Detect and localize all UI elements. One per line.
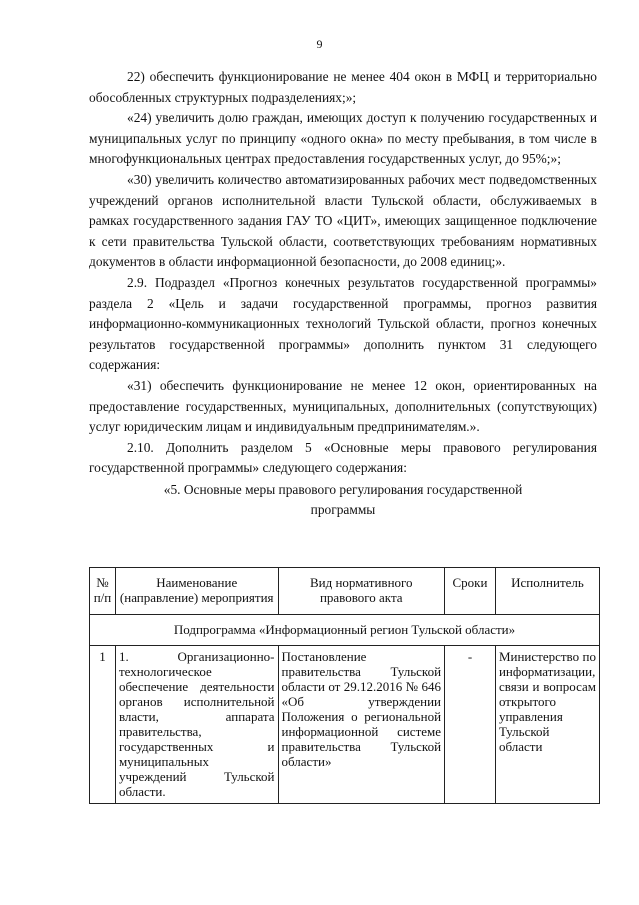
regulation-table bbox=[89, 567, 600, 804]
row-act: Постановление правительства Тульской области от 29.12.2016 № 646 «Об утверждении Положения о региональной информационной системе правительства Тульской области» bbox=[278, 646, 445, 804]
header-num: № п/п bbox=[90, 568, 116, 615]
paragraph-item-31: «31) обеспечить функционирование не менее 12 окон, ориентированных на предоставление государственных, муниципальных, дополнительных (сопутствующих) услуг юридическим лицам и индивидуальным предпринимателям.». bbox=[89, 377, 597, 435]
header-term: Сроки bbox=[445, 568, 496, 615]
header-name: Наименование (направление) мероприятия bbox=[115, 568, 278, 615]
row-name: 1. Организационно-технологическое обеспечение деятельности органов исполнительной власти, аппарата правительства, государственных и муниципальных учреждений Тульской области. bbox=[115, 646, 278, 804]
table-header-row bbox=[90, 568, 600, 615]
paragraph-item-24: «24) увеличить долю граждан, имеющих доступ к получению государственных и муниципальных услуг по принципу «одного окна» по месту пребывания, в том числе в многофункциональных центрах предоставления государственных услуг, до 95%;»; bbox=[89, 110, 597, 167]
header-executor: Исполнитель bbox=[495, 568, 599, 615]
paragraph-2-10: 2.10. Дополнить разделом 5 «Основные меры правового регулирования государственной программы» следующего содержания: bbox=[89, 439, 597, 476]
row-executor: Министерство по информатизации, связи и вопросам открытого управления Тульской области bbox=[495, 646, 599, 804]
paragraph-item-30: «30) увеличить количество автоматизированных рабочих мест подведомственных учреждений органов исполнительной власти Тульской области, обслуживаемых в рамках государственного задания ГАУ ТО «ЦИТ», имеющих защищенное подключение к сети правительства Тульской области, соответствующих требованиям нормативных документов в области информационной безопасности, до 2008 единиц;». bbox=[89, 171, 597, 270]
page-number: 9 bbox=[316, 37, 323, 51]
section-title-line1: «5. Основные меры правового регулирования государственной bbox=[163, 481, 523, 497]
document-body bbox=[89, 67, 597, 521]
subprogram-title: Подпрограмма «Информационный регион Тульской области» bbox=[90, 615, 600, 646]
subprogram-row bbox=[90, 615, 600, 646]
paragraph-2-9: 2.9. Подраздел «Прогноз конечных результатов государственной программы» раздела 2 «Цель и задачи государственной программы, прогноз развития информационно-коммуникационных технологий Тульской области, прогноз конечных результатов государственной программы» дополнить пунктом 31 следующего содержания: bbox=[89, 274, 597, 373]
table-row bbox=[90, 646, 600, 804]
header-act: Вид нормативного правового акта bbox=[278, 568, 445, 615]
row-num: 1 bbox=[90, 646, 116, 804]
paragraph-item-22: 22) обеспечить функционирование не менее 404 окон в МФЦ и территориально обособленных структурных подразделениях;»; bbox=[89, 69, 597, 105]
section-title bbox=[89, 480, 597, 521]
row-term: - bbox=[445, 646, 496, 804]
section-title-line2: программы bbox=[310, 502, 376, 518]
